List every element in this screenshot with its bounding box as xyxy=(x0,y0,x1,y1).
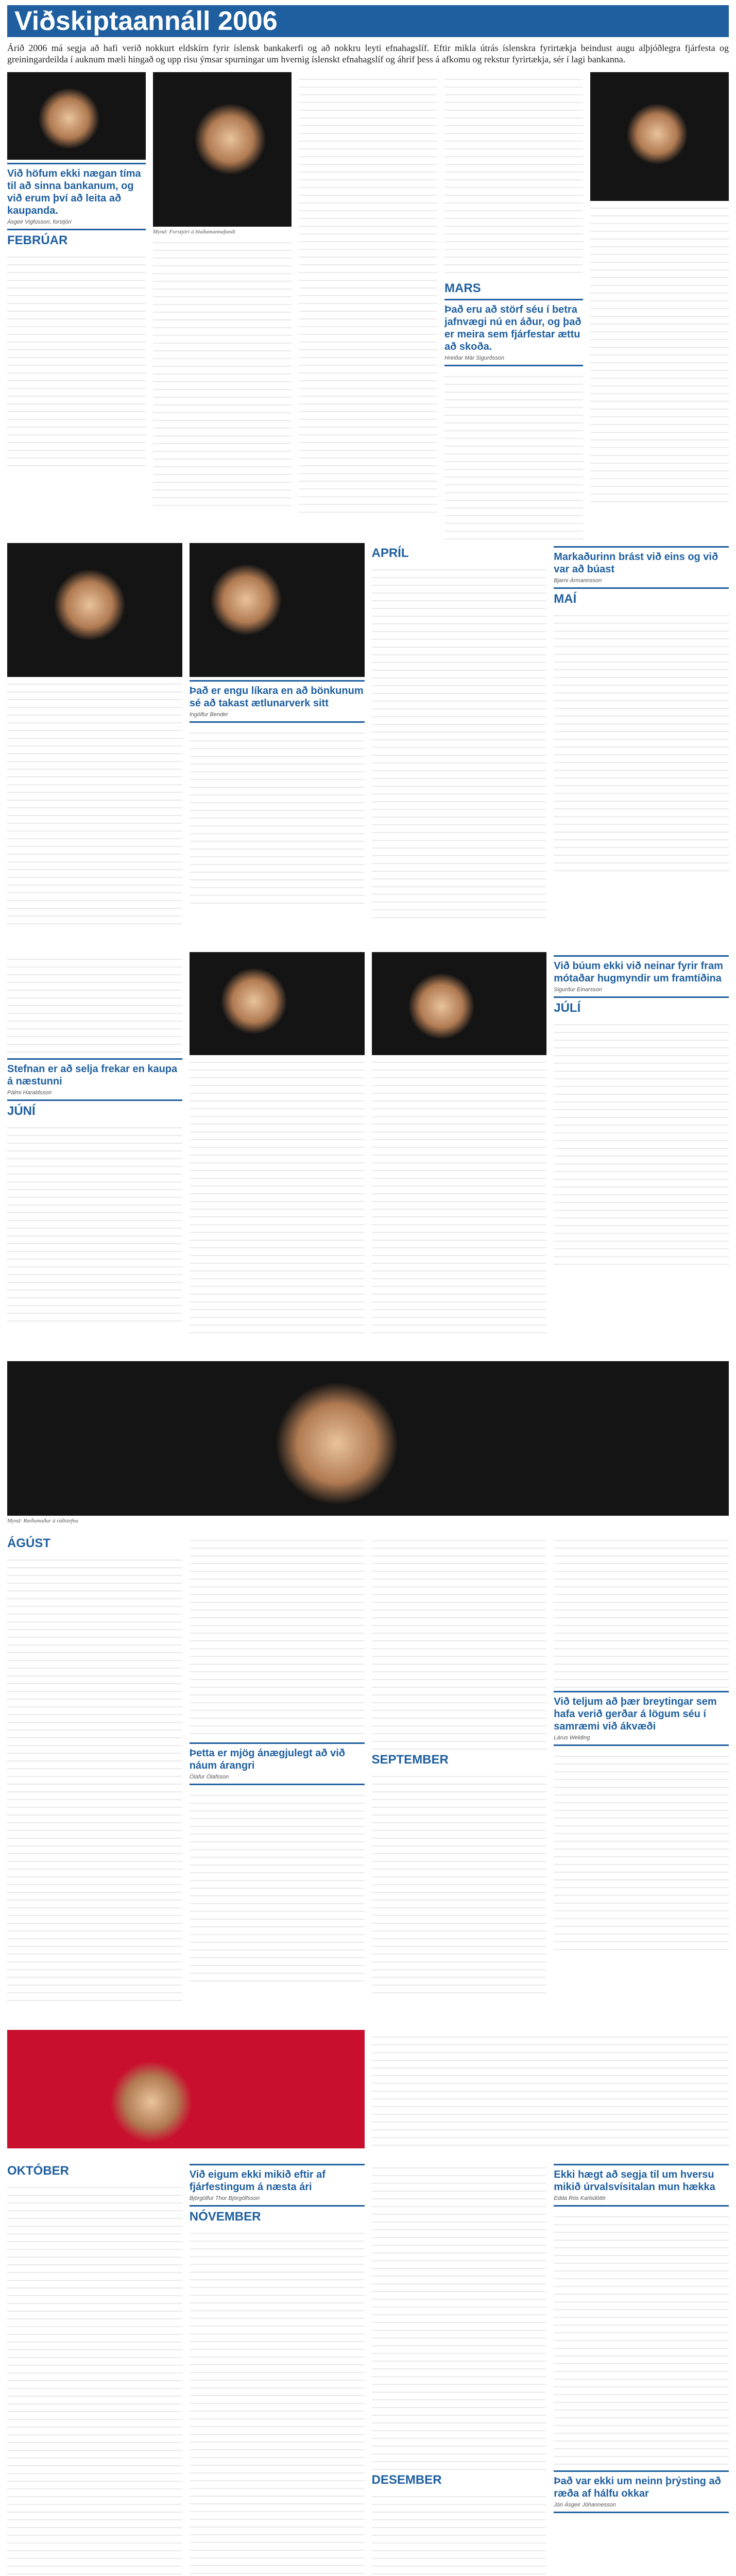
pull-quote: Við höfum ekki nægan tíma til að sinna bankanum, og við erum því að leita að kaupanda. Ásgeir Vigfússon, forstjóri xyxy=(7,163,146,230)
section-jun-jul xyxy=(7,952,729,1354)
section-aug-sep xyxy=(7,1533,729,2023)
photo xyxy=(590,72,729,201)
column xyxy=(554,543,729,945)
column xyxy=(299,72,437,539)
photo xyxy=(372,952,547,1055)
column: Mynd: Forstjóri á blaðamannafundi xyxy=(153,72,292,539)
month-heading: JÚNÍ xyxy=(7,1104,36,1118)
pull-quote: Þetta er mjög ánægjulegt að við náum árangri Ólafur Ólafsson xyxy=(190,1742,365,1785)
month-heading: ÁGÚST xyxy=(7,1536,50,1550)
section-photo: Mynd: Ræðumaður á ráðstefnu xyxy=(7,1361,729,1526)
section-apr-may xyxy=(7,543,729,945)
column xyxy=(590,72,729,539)
page-title: Viðskiptaannáll 2006 xyxy=(7,5,729,37)
column xyxy=(7,2161,182,2576)
column xyxy=(372,952,547,1354)
photo xyxy=(7,2030,365,2148)
photo xyxy=(190,543,365,677)
pull-quote: Stefnan er að selja frekar en kaupa á næstunni Pálmi Haraldsson xyxy=(7,1058,182,1101)
pull-quote: Við búum ekki við neinar fyrir fram mótaðar hugmyndir um framtíðina Sigurður Einarsson xyxy=(554,955,729,998)
photo xyxy=(7,72,146,160)
section-jan-mar xyxy=(7,72,729,536)
column xyxy=(444,72,583,539)
column xyxy=(554,2161,729,2576)
pull-quote: Við teljum að þær breytingar sem hafa verið gerðar á lögum séu í samræmi við ákvæði Lárus Welding xyxy=(554,1691,729,1746)
column xyxy=(372,1533,547,2023)
column xyxy=(554,1533,729,2023)
pull-quote: Það er engu líkara en að bönkunum sé að takast ætlunarverk sitt Ingólfur Bender xyxy=(190,680,365,723)
column xyxy=(190,1533,365,2023)
column xyxy=(7,543,182,945)
photo xyxy=(153,72,292,227)
column xyxy=(190,543,365,945)
pull-quote: Það eru að störf séu í betra jafnvægi nú en áður, og það er meira sem fjárfestar ættu að skoða. Hreiðar Már Sigurðsson xyxy=(444,299,583,366)
pull-quote: Það var ekki um neinn þrýsting að ræða af hálfu okkar Jón Ásgeir Jóhannesson xyxy=(554,2470,729,2513)
pull-quote: Ekki hægt að segja til um hversu mikið úrvalsvísitalan mun hækka Edda Rós Karlsdóttir xyxy=(554,2164,729,2207)
photo xyxy=(7,543,182,677)
pull-quote: Við eigum ekki mikið eftir af fjárfestingum á næsta ári Björgólfur Thor Björgólfsson xyxy=(190,2164,365,2207)
intro-paragraph: Árið 2006 má segja að hafi verið nokkurt eldskírn fyrir íslensk bankakerfi og að nokkru leyti efnahagslíf. Eftir mikla útrás íslenskra fyrirtækja beindust augu alþjóðlegra fjárfesta og greiningardeilda í auknum mæli hingað og upp risu ýmsar spurningar um hvernig íslenskt efnahagslíf og áhrif þess á afkomu og rekstur fyrirtækja, sér í lagi bankanna. xyxy=(7,43,729,64)
section-oct-dec xyxy=(7,2161,729,2576)
column xyxy=(190,952,365,1354)
month-heading: OKTÓBER xyxy=(7,2164,69,2178)
column xyxy=(7,952,182,1354)
column xyxy=(372,2161,547,2576)
month-heading: NÓVEMBER xyxy=(189,2210,261,2224)
photo xyxy=(190,952,365,1055)
column xyxy=(7,72,146,539)
column xyxy=(190,2161,365,2576)
column xyxy=(554,952,729,1354)
month-heading: JÚLÍ xyxy=(554,1001,581,1015)
column xyxy=(372,543,547,945)
month-heading: MAÍ xyxy=(554,592,577,606)
wide-photo xyxy=(7,1361,729,1516)
month-heading: FEBRÚAR xyxy=(7,233,68,247)
month-heading: DESEMBER xyxy=(371,2473,442,2487)
pull-quote: Markaðurinn brást við eins og við var að búast Bjarni Ármannsson xyxy=(554,546,729,589)
section-glitnir xyxy=(7,2030,729,2154)
month-heading: SEPTEMBER xyxy=(371,1753,449,1767)
month-heading: APRÍL xyxy=(371,546,409,560)
column xyxy=(7,1533,182,2023)
month-heading: MARS xyxy=(444,281,481,295)
